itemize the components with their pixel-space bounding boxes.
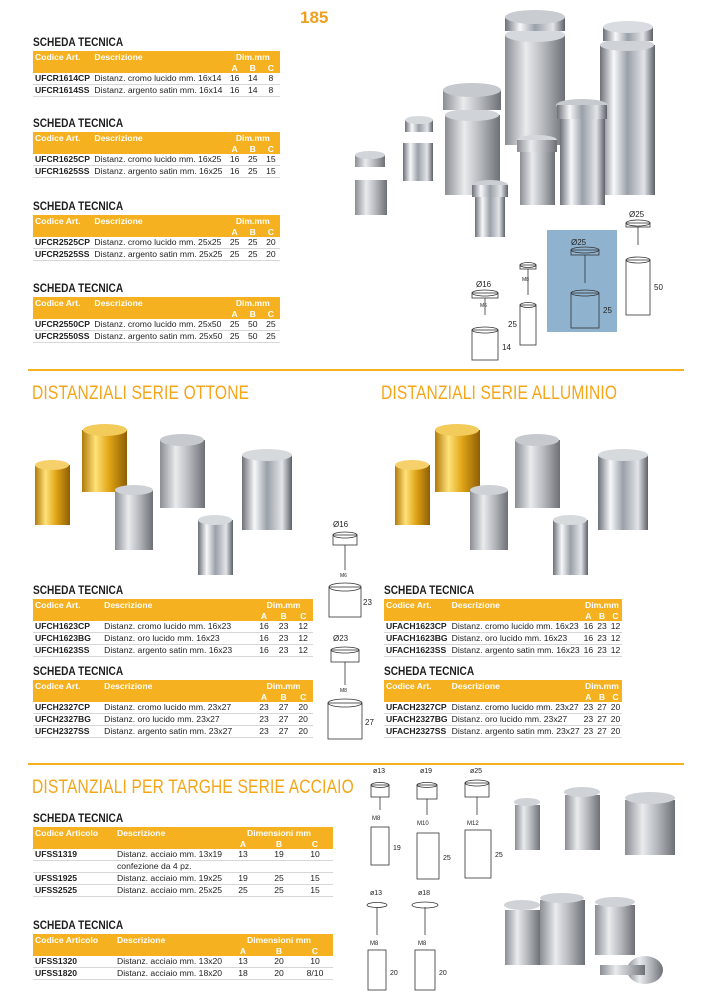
item-description: Distanz. argento satin mm. 16x23 [451, 645, 580, 655]
dim-c: 15 [262, 154, 280, 166]
header-spacer [33, 839, 115, 849]
section-heading-scheda: SCHEDA TECNICA [33, 118, 124, 130]
item-description: Distanz. cromo lucido mm. 25x25 [92, 237, 225, 249]
header-b: B [274, 611, 294, 621]
header-description: Descrizione [450, 599, 582, 611]
item-note: confezione da 4 pz. [115, 861, 225, 873]
section-heading-scheda: SCHEDA TECNICA [384, 666, 475, 678]
item-code: UFCR1614CP [33, 73, 92, 85]
item-code: UFACH2327SS [384, 726, 450, 738]
dim-a: 25 [226, 237, 244, 249]
dim-b: 23 [597, 645, 607, 655]
header-a: A [225, 839, 261, 849]
dim-label: ø25 [470, 768, 483, 775]
header-spacer [33, 946, 115, 956]
header-a: A [254, 692, 274, 702]
header-dimensions: Dim.mm [226, 132, 280, 144]
item-code: UFACH2327CP [384, 702, 450, 714]
section-heading-scheda: SCHEDA TECNICA [33, 201, 124, 213]
dim-label: 25 [443, 855, 451, 862]
dim-label: 25 [603, 306, 612, 315]
header-spacer [33, 144, 92, 154]
header-code: Codice Art. [33, 297, 92, 309]
header-dimensions: Dim.mm [582, 680, 623, 692]
dim-a: 16 [226, 166, 244, 178]
dim-b: 20 [261, 956, 297, 968]
dim-c: 12 [293, 633, 313, 645]
note-spacer [33, 861, 115, 873]
spec-table [33, 51, 280, 97]
header-code: Codice Art. [33, 599, 102, 611]
dim-label: M12 [467, 821, 479, 827]
header-c: C [262, 309, 280, 319]
header-description: Descrizione [92, 132, 225, 144]
item-code: UFCH1623SS [33, 645, 102, 657]
dim-label: 20 [439, 970, 447, 977]
header-a: A [226, 144, 244, 154]
dim-b: 27 [597, 726, 607, 736]
technical-drawing-top [450, 205, 680, 370]
dim-a: 16 [583, 645, 594, 655]
table-row [33, 873, 333, 885]
dim-label: 23 [363, 598, 372, 607]
dim-label: 27 [365, 718, 374, 727]
section-heading-scheda: SCHEDA TECNICA [384, 585, 475, 597]
table-row [33, 702, 313, 714]
header-spacer [450, 692, 582, 702]
note-spacer [297, 861, 333, 873]
dim-a: 19 [225, 873, 261, 885]
dim-label: ø13 [373, 768, 386, 775]
header-c: C [297, 839, 333, 849]
item-code: UFCH2327SS [33, 726, 102, 738]
item-code: UFCH2327CP [33, 702, 102, 714]
item-description: Distanz. oro lucido mm. 23x27 [450, 714, 582, 726]
dim-a: 16 [226, 85, 244, 97]
dim-c: 8/10 [297, 968, 333, 980]
dim-b: 25 [244, 237, 262, 249]
dim-a: 25 [225, 885, 261, 897]
dim-a: 23 [254, 702, 274, 714]
dim-b: 23 [597, 633, 607, 643]
item-description: Distanz. argento satin mm. 23x27 [102, 726, 254, 738]
table-row [33, 956, 333, 968]
header-dimensions: Dim.mm [582, 599, 623, 611]
dim-label: M8 [370, 941, 379, 947]
item-code: UFACH1623SS [384, 645, 450, 657]
header-dimensions: Dimensioni mm [225, 827, 333, 839]
dim-label: M8 [340, 688, 347, 694]
item-code: UFCR2550CP [33, 319, 92, 331]
header-spacer [33, 692, 102, 702]
header-c: C [609, 611, 623, 621]
dim-c: 20 [262, 237, 280, 249]
table-row [384, 702, 622, 714]
item-description: Distanz. cromo lucido mm. 16x25 [92, 154, 225, 166]
section-heading-scheda: SCHEDA TECNICA [33, 920, 124, 932]
dim-b: 27 [274, 726, 294, 738]
header-spacer [102, 692, 254, 702]
item-description: Distanz. cromo lucido mm. 16x23 [450, 621, 582, 633]
dim-b: 23 [274, 621, 294, 633]
spec-table [33, 827, 333, 897]
header-code: Codice Art. [384, 680, 450, 692]
header-spacer [115, 946, 225, 956]
header-dimensions: Dim.mm [254, 680, 313, 692]
header-dimensions: Dim.mm [226, 297, 280, 309]
header-spacer [384, 611, 450, 621]
table-row [33, 849, 333, 861]
item-code: UFSS1820 [33, 968, 115, 980]
product-photo-targhe [505, 780, 685, 995]
header-description: Descrizione [92, 215, 225, 227]
item-code: UFCR1625CP [33, 154, 92, 166]
item-code: UFCR1625SS [33, 166, 92, 178]
dim-b: 23 [274, 633, 294, 645]
item-description: Distanz. acciaio mm. 19x25 [115, 873, 225, 885]
table-row [384, 726, 622, 738]
technical-drawing-ottone [315, 515, 380, 745]
table-row [33, 85, 280, 97]
product-photo-ottone [30, 410, 310, 580]
dim-a: 13 [225, 956, 261, 968]
item-description: Distanz. argento satin mm. 16x14 [92, 85, 225, 97]
item-code: UFCR2525SS [33, 249, 92, 261]
table-row [33, 154, 280, 166]
table-row [33, 633, 313, 645]
dim-a: 13 [225, 849, 261, 861]
dim-a: 16 [254, 645, 274, 657]
dim-b: 50 [244, 319, 262, 331]
header-a: A [254, 611, 274, 621]
dim-label: ø19 [420, 768, 433, 775]
header-c: C [293, 611, 313, 621]
header-c: C [262, 227, 280, 237]
dim-c: 10 [297, 956, 333, 968]
table-row [33, 331, 280, 343]
item-description: Distanz. acciaio mm. 13x20 [115, 956, 225, 968]
header-b: B [244, 144, 262, 154]
dim-c: 12 [610, 621, 621, 631]
dim-a: 16 [226, 73, 244, 85]
dim-b: 27 [597, 714, 607, 724]
header-b: B [595, 692, 609, 702]
dim-c: 25 [262, 319, 280, 331]
dim-c: 20 [293, 702, 313, 714]
header-description: Descrizione [115, 934, 225, 946]
header-description: Descrizione [450, 680, 582, 692]
dim-c: 15 [297, 873, 333, 885]
note-spacer [225, 861, 261, 873]
dim-b: 25 [261, 873, 297, 885]
item-code: UFACH1623CP [384, 621, 450, 633]
header-a: A [225, 946, 261, 956]
table-row [33, 237, 280, 249]
dim-label: Ø25 [571, 238, 587, 247]
spec-table [33, 132, 280, 178]
header-spacer [450, 611, 582, 621]
dim-c: 12 [610, 633, 621, 643]
dim-c: 20 [293, 726, 313, 738]
dim-c: 20 [262, 249, 280, 261]
dim-a: 23 [583, 726, 594, 736]
item-description: Distanz. cromo lucido mm. 16x23 [102, 621, 254, 633]
dim-label: 19 [393, 845, 401, 852]
dim-b: 20 [261, 968, 297, 980]
spec-table [384, 680, 622, 738]
dim-a: 23 [254, 714, 274, 726]
header-spacer [102, 611, 254, 621]
dim-a: 23 [583, 714, 594, 724]
dim-b: 50 [244, 331, 262, 343]
dim-label: 25 [495, 852, 503, 859]
spec-table [33, 934, 333, 980]
header-code: Codice Art. [33, 132, 92, 144]
dim-a: 25 [226, 331, 244, 343]
spec-table [33, 680, 313, 738]
header-dimensions: Dim.mm [254, 599, 313, 611]
item-description: Distanz. argento satin mm. 16x23 [102, 645, 254, 657]
dim-label: Ø25 [629, 210, 645, 219]
section-heading-scheda: SCHEDA TECNICA [33, 666, 124, 678]
section-title-ottone: DISTANZIALI SERIE OTTONE [32, 383, 250, 404]
dim-label: 20 [390, 970, 398, 977]
header-b: B [261, 839, 297, 849]
dim-label: M6 [480, 303, 487, 309]
dim-a: 25 [226, 249, 244, 261]
section-heading-scheda: SCHEDA TECNICA [33, 585, 124, 597]
dim-b: 27 [274, 702, 294, 714]
table-row [33, 645, 313, 657]
header-spacer [33, 63, 92, 73]
item-description: Distanz. acciaio mm. 25x25 [115, 885, 225, 897]
table-row-note [33, 861, 333, 873]
dim-label: 50 [654, 283, 663, 292]
dim-c: 25 [262, 331, 280, 343]
header-b: B [244, 309, 262, 319]
item-description: Distanz. argento satin mm. 25x25 [92, 249, 225, 261]
spec-table [33, 297, 280, 343]
item-code: UFSS1320 [33, 956, 115, 968]
item-code: UFACH1623BG [386, 633, 448, 643]
header-c: C [297, 946, 333, 956]
table-row [33, 621, 313, 633]
item-code: UFSS1319 [33, 849, 115, 861]
dim-b: 19 [261, 849, 297, 861]
table-row [33, 319, 280, 331]
table-row [33, 166, 280, 178]
page-number: 185 [300, 8, 329, 27]
dim-c: 8 [262, 85, 280, 97]
header-dimensions: Dimensioni mm [225, 934, 333, 946]
dim-label: M10 [417, 821, 429, 827]
table-row [33, 885, 333, 897]
header-b: B [244, 63, 262, 73]
header-code: Codice Art. [33, 680, 102, 692]
item-description: Distanz. oro lucido mm. 16x23 [102, 633, 254, 645]
item-description: Distanz. acciaio mm. 13x19 [115, 849, 225, 861]
dim-c: 12 [293, 645, 313, 657]
section-title-targhe: DISTANZIALI PER TARGHE SERIE ACCIAIO [32, 777, 354, 798]
header-description: Descrizione [92, 297, 225, 309]
dim-label: ø18 [418, 890, 431, 897]
dim-a: 23 [583, 702, 594, 712]
spec-table [384, 599, 622, 657]
section-title-alluminio: DISTANZIALI SERIE ALLUMINIO [381, 383, 618, 404]
header-a: A [226, 63, 244, 73]
dim-label: Ø23 [333, 634, 349, 643]
header-b: B [595, 611, 609, 621]
item-description: Distanz. acciaio mm. 18x20 [115, 968, 225, 980]
item-code: UFCR1614SS [33, 85, 92, 97]
header-c: C [262, 63, 280, 73]
dim-c: 10 [297, 849, 333, 861]
dim-c: 20 [610, 714, 621, 724]
item-code: UFCH1623BG [33, 633, 102, 645]
item-description: Distanz. oro lucido mm. 16x23 [450, 633, 582, 645]
dim-a: 16 [583, 633, 594, 643]
dim-a: 23 [254, 726, 274, 738]
header-b: B [261, 946, 297, 956]
item-description: Distanz. cromo lucido mm. 23x27 [102, 702, 254, 714]
header-spacer [384, 692, 450, 702]
header-description: Descrizione [92, 51, 225, 63]
header-c: C [609, 692, 623, 702]
item-description: Distanz. cromo lucido mm. 25x50 [92, 319, 225, 331]
header-spacer [33, 309, 92, 319]
dim-label: 25 [508, 320, 517, 329]
header-spacer [33, 611, 102, 621]
spec-table [33, 599, 313, 657]
item-description: Distanz. argento satin mm. 25x50 [92, 331, 225, 343]
table-row [33, 249, 280, 261]
header-code: Codice Art. [33, 51, 92, 63]
header-dimensions: Dim.mm [226, 215, 280, 227]
header-code: Codice Articolo [33, 827, 115, 839]
header-b: B [244, 227, 262, 237]
item-description: Distanz. oro lucido mm. 23x27 [102, 714, 254, 726]
header-spacer [92, 144, 225, 154]
header-spacer [115, 839, 225, 849]
dim-c: 20 [610, 702, 621, 712]
header-a: A [582, 611, 596, 621]
header-description: Descrizione [115, 827, 225, 839]
dim-c: 20 [293, 714, 313, 726]
section-heading-scheda: SCHEDA TECNICA [33, 37, 124, 49]
item-code: UFCH1623CP [33, 621, 102, 633]
table-row [33, 726, 313, 738]
dim-b: 25 [244, 154, 262, 166]
table-row [384, 714, 622, 726]
table-row [33, 714, 313, 726]
dim-a: 18 [225, 968, 261, 980]
header-a: A [582, 692, 596, 702]
dim-label: M8 [522, 277, 529, 283]
spec-table [33, 215, 280, 261]
technical-drawing-targhe [355, 765, 515, 995]
header-spacer [92, 309, 225, 319]
dim-c: 15 [262, 166, 280, 178]
item-code: UFSS2525 [33, 885, 115, 897]
dim-label: M6 [340, 573, 347, 579]
header-spacer [92, 227, 225, 237]
dim-label: M8 [418, 941, 427, 947]
header-b: B [274, 692, 294, 702]
dim-c: 15 [297, 885, 333, 897]
header-dimensions: Dim.mm [226, 51, 280, 63]
header-spacer [92, 63, 225, 73]
item-code: UFACH2327BG [386, 714, 448, 724]
header-code: Codice Art. [33, 215, 92, 227]
dim-b: 14 [244, 85, 262, 97]
item-description: Distanz. argento satin mm. 23x27 [451, 726, 580, 736]
dim-label: M8 [372, 816, 381, 822]
dim-b: 27 [274, 714, 294, 726]
item-code: UFCR2550SS [33, 331, 92, 343]
dim-b: 14 [244, 73, 262, 85]
dim-a: 25 [226, 319, 244, 331]
table-row [33, 73, 280, 85]
header-a: A [226, 227, 244, 237]
item-description: Distanz. cromo lucido mm. 16x14 [92, 73, 225, 85]
note-spacer [261, 861, 297, 873]
dim-b: 23 [597, 621, 607, 631]
dim-b: 25 [244, 249, 262, 261]
dim-label: 14 [502, 343, 511, 352]
header-code: Codice Articolo [33, 934, 115, 946]
section-heading-scheda: SCHEDA TECNICA [33, 813, 124, 825]
table-row [384, 645, 622, 657]
item-code: UFCH2327BG [33, 714, 102, 726]
dim-b: 27 [597, 702, 607, 712]
dim-label: Ø16 [476, 280, 492, 289]
header-code: Codice Art. [384, 599, 450, 611]
table-row [33, 968, 333, 980]
section-heading-scheda: SCHEDA TECNICA [33, 283, 124, 295]
table-row [384, 633, 622, 645]
table-row [384, 621, 622, 633]
dim-c: 12 [610, 645, 621, 655]
dim-a: 16 [254, 621, 274, 633]
header-spacer [33, 227, 92, 237]
item-description: Distanz. argento satin mm. 16x25 [92, 166, 225, 178]
dim-c: 12 [293, 621, 313, 633]
item-description: Distanz. cromo lucido mm. 23x27 [450, 702, 582, 714]
header-description: Descrizione [102, 680, 254, 692]
header-description: Descrizione [102, 599, 254, 611]
dim-a: 16 [226, 154, 244, 166]
dim-label: ø13 [370, 890, 383, 897]
dim-b: 25 [261, 885, 297, 897]
dim-b: 25 [244, 166, 262, 178]
item-code: UFSS1925 [33, 873, 115, 885]
header-a: A [226, 309, 244, 319]
dim-a: 16 [583, 621, 594, 631]
dim-label: Ø16 [333, 520, 349, 529]
product-photo-alluminio [390, 410, 670, 580]
dim-c: 20 [610, 726, 621, 736]
header-c: C [262, 144, 280, 154]
dim-b: 23 [274, 645, 294, 657]
item-code: UFCR2525CP [33, 237, 92, 249]
header-c: C [293, 692, 313, 702]
dim-c: 8 [262, 73, 280, 85]
dim-a: 16 [254, 633, 274, 645]
